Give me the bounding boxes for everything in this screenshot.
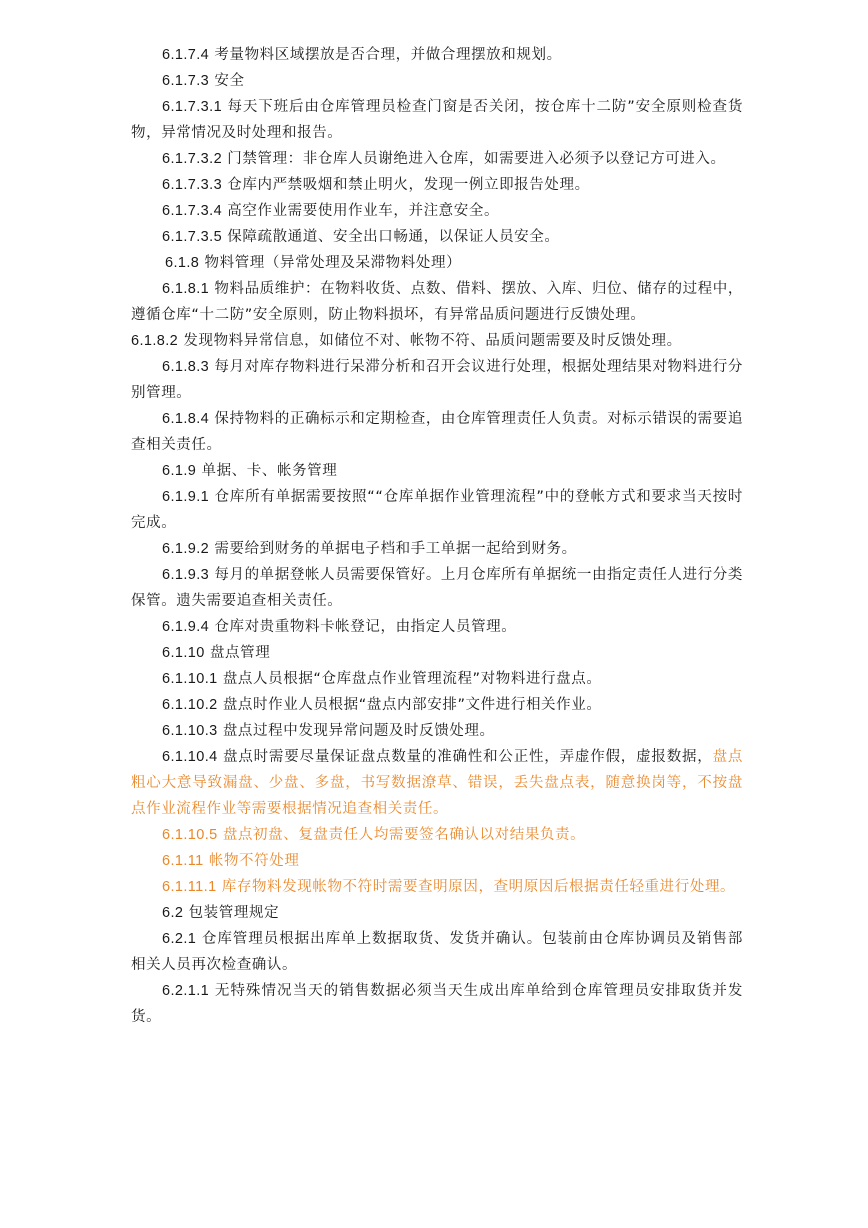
paragraph-6-2-1-1: 6.2.1.1 无特殊情况当天的销售数据必须当天生成出库单给到仓库管理员安排取货并发货。 [131, 983, 743, 1025]
paragraph-6-1-10-4: 6.1.10.4 盘点时需要尽量保证盘点数量的准确性和公正性，弄虚作假，虚报数据，盘点粗心大意导致漏盘、少盘、多盘，书写数据潦草、错误，丢失盘点表，随意换岗等，不按盘点作业流程作业等需要根据情况追查相关责任。 [131, 749, 744, 817]
document-body [131, 42, 743, 1030]
paragraph-6-1-9-3: 6.1.9.3 每月的单据登帐人员需要保管好。上月仓库所有单据统一由指定责任人进行分类保管。遗失需要追查相关责任。 [131, 567, 743, 609]
paragraph-6-1-10-2: 6.1.10.2 盘点时作业人员根据“盘点内部安排”文件进行相关作业。 [162, 697, 602, 713]
paragraph-6-1-8-4: 6.1.8.4 保持物料的正确标示和定期检查，由仓库管理责任人负责。对标示错误的需要追查相关责任。 [131, 411, 743, 453]
heading-6-1-11: 6.1.11 帐物不符处理 [162, 853, 300, 869]
paragraph-6-1-11-1: 6.1.11.1 库存物料发现帐物不符时需要查明原因，查明原因后根据责任轻重进行处理。 [162, 879, 736, 895]
paragraph-6-1-9-2: 6.1.9.2 需要给到财务的单据电子档和手工单据一起给到财务。 [162, 541, 577, 557]
paragraph-6-1-8-2: 6.1.8.2 发现物料异常信息，如储位不对、帐物不符、品质问题需要及时反馈处理。 [131, 333, 682, 349]
highlighted-text: 盘点粗心大意导致漏盘、少盘、多盘，书写数据潦草、错误，丢失盘点表，随意换岗等，不按盘点作业流程作业等需要根据情况追查相关责任。 [131, 749, 744, 817]
heading-6-1-9: 6.1.9 单据、卡、帐务管理 [162, 463, 338, 479]
paragraph-6-1-7-3-5: 6.1.7.3.5 保障疏散通道、安全出口畅通，以保证人员安全。 [162, 229, 560, 245]
paragraph-6-1-10-1: 6.1.10.1 盘点人员根据“仓库盘点作业管理流程”对物料进行盘点。 [162, 671, 602, 687]
paragraph-6-1-7-3: 6.1.7.3 安全 [162, 73, 245, 89]
paragraph-6-1-7-3-4: 6.1.7.3.4 高空作业需要使用作业车，并注意安全。 [162, 203, 500, 219]
paragraph-6-1-7-3-1: 6.1.7.3.1 每天下班后由仓库管理员检查门窗是否关闭，按仓库十二防”安全原则检查货物，异常情况及时处理和报告。 [131, 99, 743, 141]
heading-6-2: 6.2 包装管理规定 [162, 905, 280, 921]
paragraph-6-1-9-1: 6.1.9.1 仓库所有单据需要按照““仓库单据作业管理流程”中的登帐方式和要求当天按时完成。 [131, 489, 743, 531]
paragraph-6-1-7-3-3: 6.1.7.3.3 仓库内严禁吸烟和禁止明火，发现一例立即报告处理。 [162, 177, 590, 193]
paragraph-6-1-8-3: 6.1.8.3 每月对库存物料进行呆滞分析和召开会议进行处理，根据处理结果对物料进行分别管理。 [131, 359, 743, 401]
paragraph-6-1-10-3: 6.1.10.3 盘点过程中发现异常问题及时反馈处理。 [162, 723, 495, 739]
paragraph-6-1-7-4: 6.1.7.4 考量物料区域摆放是否合理，并做合理摆放和规划。 [162, 47, 562, 63]
heading-6-1-8: 6.1.8 物料管理（异常处理及呆滞物料处理） [165, 255, 462, 271]
paragraph-6-1-7-3-2: 6.1.7.3.2 门禁管理：非仓库人员谢绝进入仓库，如需要进入必须予以登记方可进入。 [162, 151, 726, 167]
heading-6-1-10: 6.1.10 盘点管理 [162, 645, 271, 661]
paragraph-6-2-1: 6.2.1 仓库管理员根据出库单上数据取货、发货并确认。包装前由仓库协调员及销售部相关人员再次检查确认。 [131, 931, 743, 973]
paragraph-6-1-9-4: 6.1.9.4 仓库对贵重物料卡帐登记，由指定人员管理。 [162, 619, 517, 635]
paragraph-6-1-10-5: 6.1.10.5 盘点初盘、复盘责任人均需要签名确认以对结果负责。 [162, 827, 586, 843]
paragraph-6-1-8-1: 6.1.8.1 物料品质维护：在物料收货、点数、借料、摆放、入库、归位、储存的过程中，遵循仓库“十二防”安全原则，防止物料损坏，有异常品质问题进行反馈处理。 [131, 281, 743, 323]
